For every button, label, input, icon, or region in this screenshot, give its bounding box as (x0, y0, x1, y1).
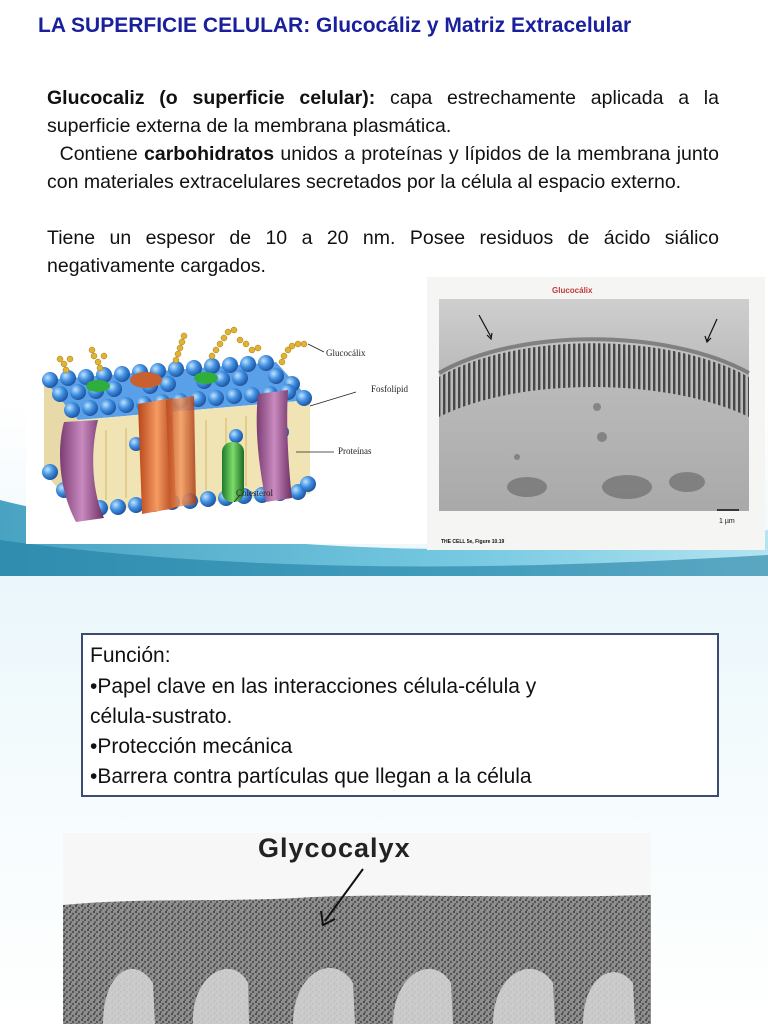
label-colesterol: Colesterol (236, 488, 273, 498)
function-item: •Barrera contra partículas que llegan a la célula (90, 765, 532, 788)
contents-text: unidos a proteínas y lípidos de la membrana junto con materiales extracelulares secretados por la célula al espacio externo. (47, 143, 719, 193)
micrograph-caption: THE CELL 5e, Figure 10.19 (441, 539, 505, 545)
electron-micrograph (427, 277, 765, 550)
scale-bar-label: 1 µm (719, 518, 735, 525)
definition-term: Glucocaliz (o superficie celular): (47, 87, 376, 109)
function-item: célula-sustrato. (90, 705, 233, 728)
label-fosfolipid: Fosfolípid (371, 384, 409, 394)
label-proteinas: Proteínas (338, 446, 372, 456)
paragraph-contents (47, 140, 719, 196)
function-item: •Protección mecánica (90, 735, 293, 758)
function-title: Función: (90, 644, 171, 667)
micrograph-label: Glucocálix (552, 286, 593, 295)
label-glucocalix: Glucocálix (326, 348, 366, 358)
function-box (81, 633, 719, 797)
paragraph-definition (47, 84, 719, 140)
micrograph-image (427, 277, 765, 550)
slide-title: LA SUPERFICIE CELULAR: Glucocáliz y Matriz Extracelular (38, 14, 632, 37)
contents-prefix: Contiene (47, 143, 145, 165)
glycocalyx-micrograph (63, 833, 651, 1024)
definition-text: capa estrechamente aplicada a la superficie externa de la membrana plasmática. (47, 87, 719, 137)
membrane-diagram (26, 322, 430, 544)
function-item: •Papel clave en las interacciones célula-célula y (90, 675, 537, 698)
glycocalyx-title: Glycocalyx (258, 833, 411, 863)
membrane-illustration (26, 322, 430, 544)
paragraph-thickness: Tiene un espesor de 10 a 20 nm. Posee residuos de ácido siálico negativamente cargados. (47, 227, 719, 277)
contents-term: carbohidratos (144, 143, 275, 165)
